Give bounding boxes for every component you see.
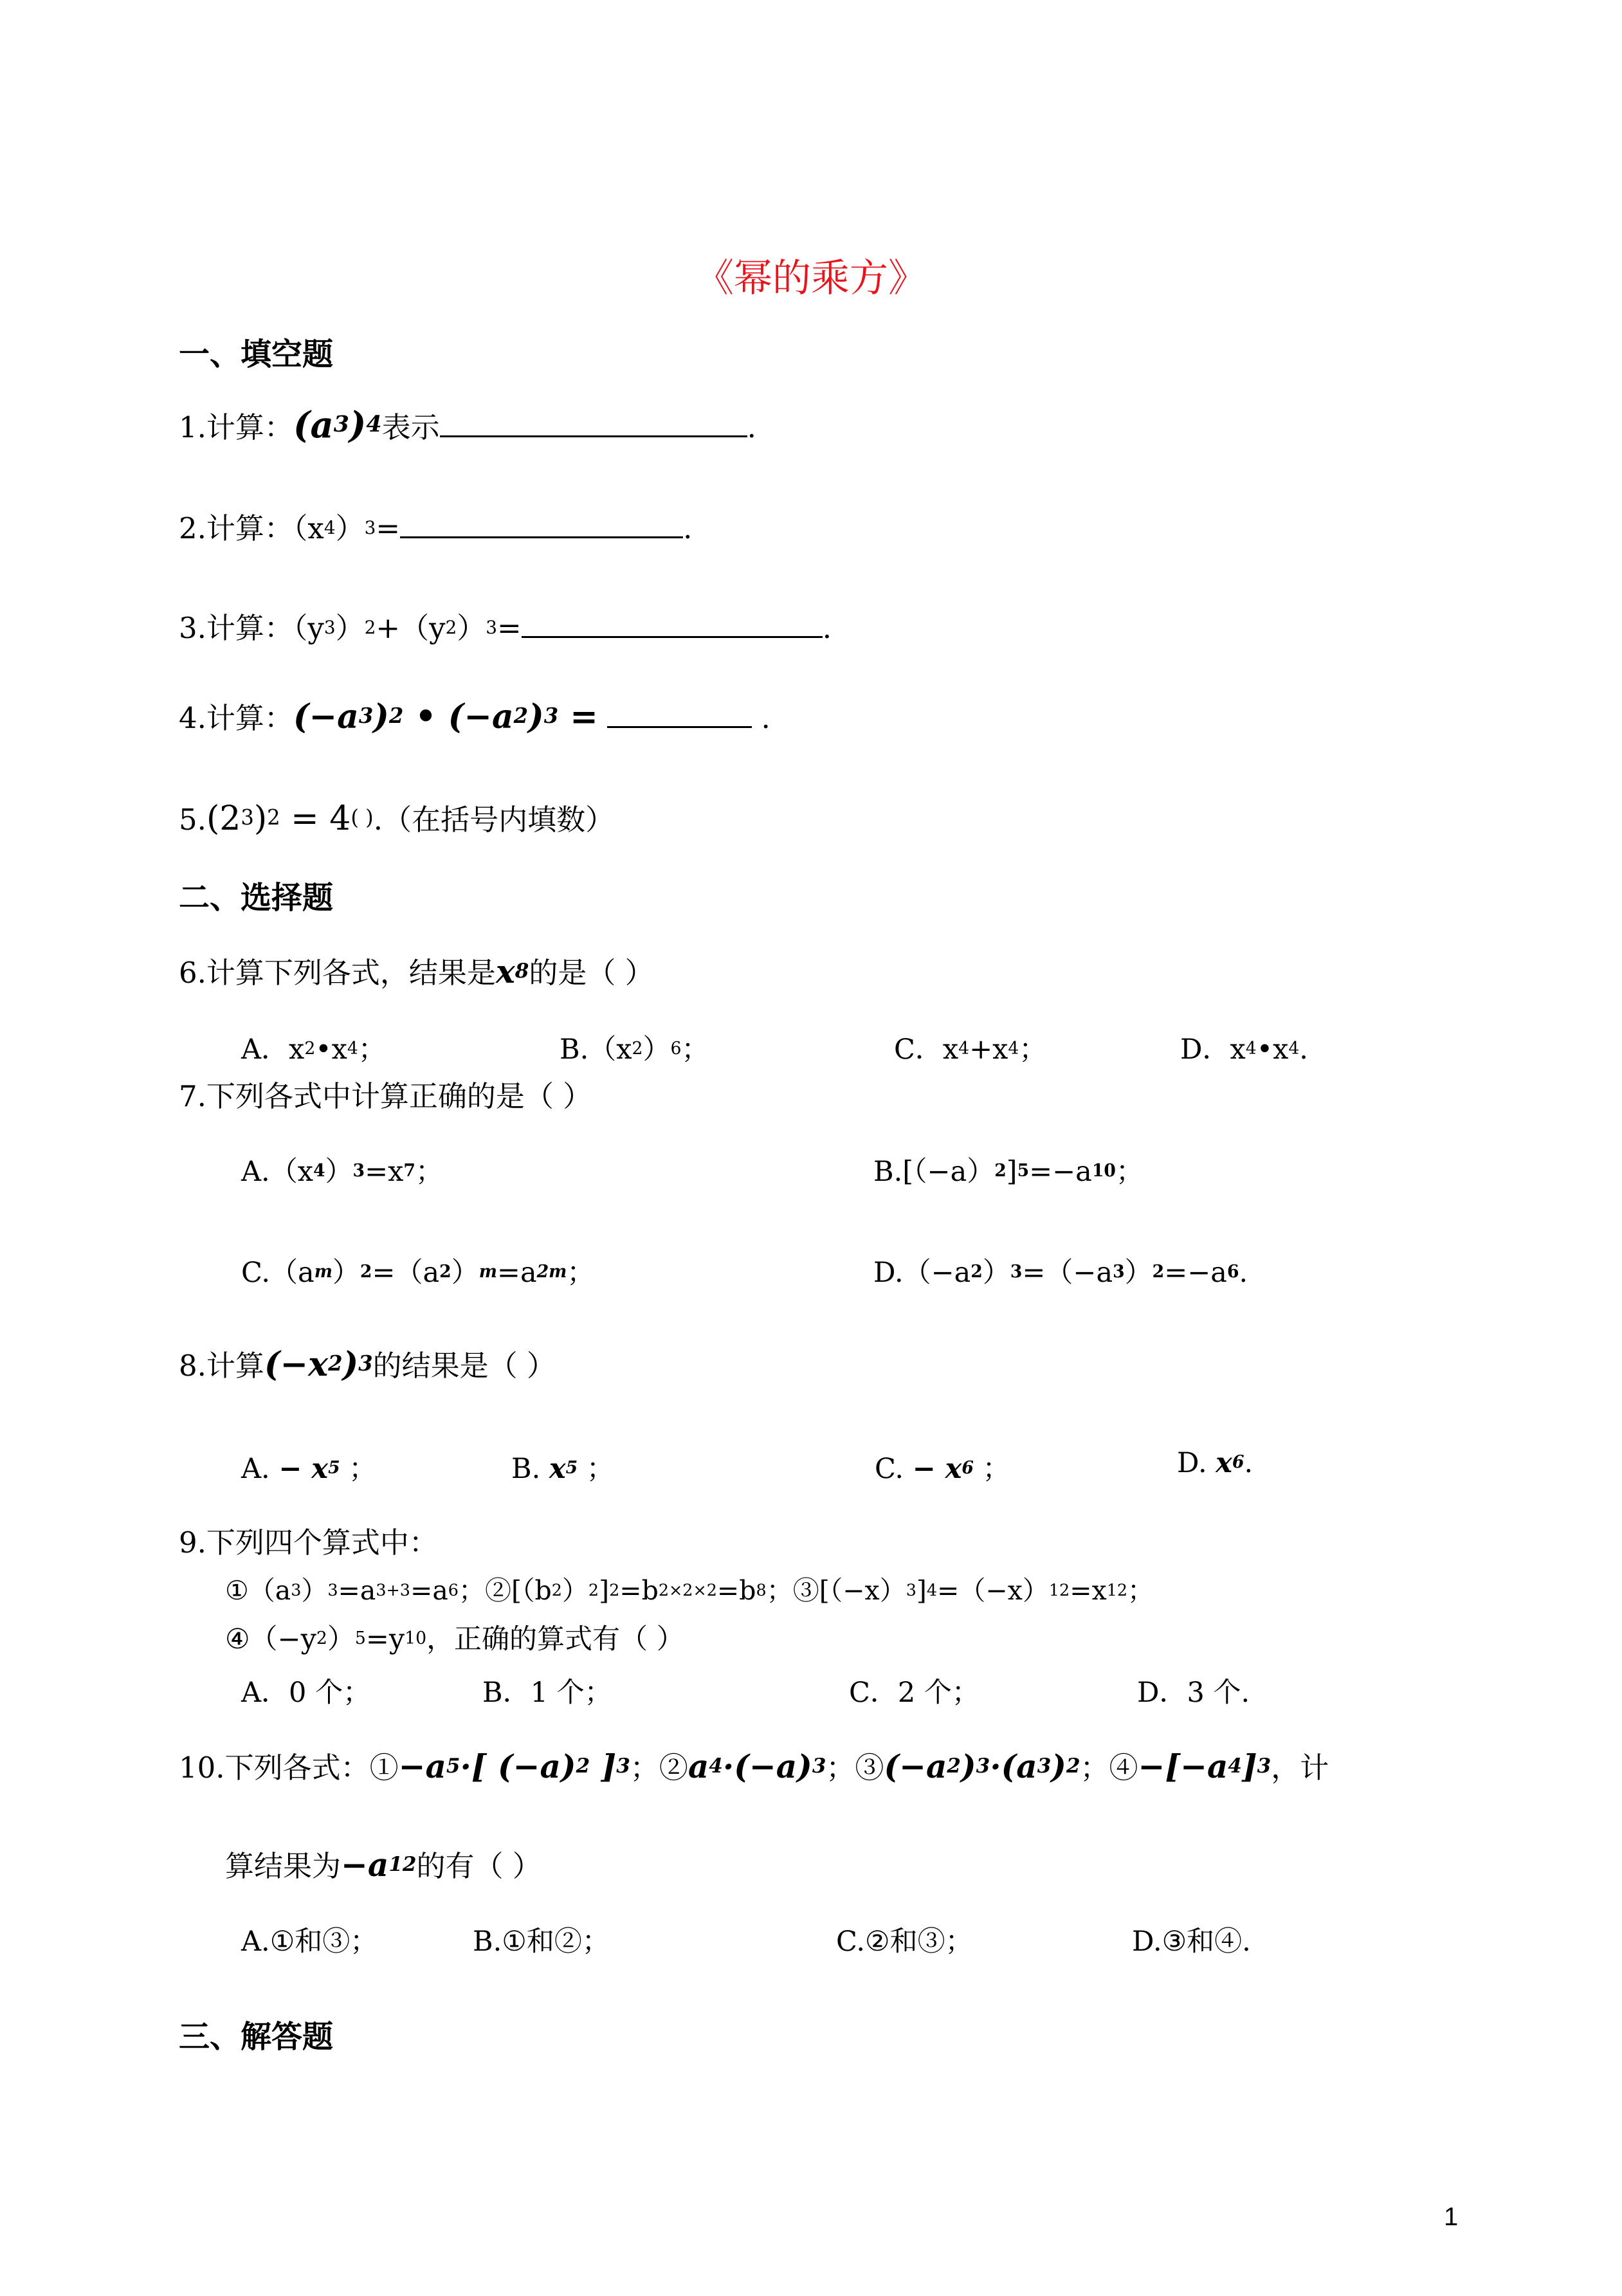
question-6: 6.计算下列各式，结果是$x^8$的是（ ） xyxy=(179,952,654,990)
answer-blank[interactable] xyxy=(607,702,752,728)
question-1: 1.计算：$(a^3)^4$表示 . xyxy=(179,404,756,446)
option-10b[interactable]: B.①和②； xyxy=(473,1926,610,1958)
option-7a[interactable]: $A.(x^4)^3=x^7$； xyxy=(241,1156,443,1188)
option-7d[interactable]: $D.(-a^2)^3=(-a^3)^2=-a^6$. xyxy=(873,1257,1248,1289)
option-10a[interactable]: A.①和③； xyxy=(241,1926,378,1958)
question-7: 7.下列各式中计算正确的是（ ） xyxy=(179,1079,592,1113)
question-10-line2: 算结果为$-a^{12}$的有（ ） xyxy=(225,1846,542,1884)
option-10c[interactable]: C.②和③； xyxy=(836,1926,973,1958)
question-4: 4.计算：$(-a^3)^2$ • $(-a^2)^3$ = . xyxy=(179,697,770,736)
option-8c[interactable]: C. − $x^6$ ； xyxy=(875,1453,1010,1485)
option-6c[interactable]: C．$x^4+x^4$； xyxy=(894,1034,1047,1066)
answer-blank[interactable] xyxy=(440,411,747,437)
question-9-statements-line1: $①(a^3)^3=a^{3+3}=a^6$；$②[(b^2)^2]^2=b^{2\times 2\times 2}=b^8$；$③[(-x)^3]^4=(-x)^{12}=x^{12}$； xyxy=(225,1575,1154,1606)
question-9: 9.下列四个算式中： xyxy=(179,1526,438,1560)
option-8a[interactable]: A. − $x^5$ ； xyxy=(241,1453,377,1485)
option-6b[interactable]: $B.(x^2)^6$； xyxy=(560,1034,709,1066)
section-heading-fill: 一、填空题 xyxy=(179,336,334,372)
option-6d[interactable]: D．$x^4•x^4$. xyxy=(1180,1034,1308,1066)
page-title: 《幂的乘方》 xyxy=(695,256,927,301)
option-9b[interactable]: B．1 个； xyxy=(482,1677,612,1709)
question-5: $5.(2^3)^2 = 4^{( )}$.（在括号内填数） xyxy=(179,799,615,838)
question-10: 10.下列各式：$①-a^5\cdot$[ $(-a)^2$ ]$^3$；$②a^4\cdot(-a)^3$；$③(-a^2)^3\cdot(a^3)^2$；$④-[-a^4]^3$，计 xyxy=(179,1747,1329,1785)
option-9c[interactable]: C．2 个； xyxy=(849,1677,980,1709)
question-9-statements-line2: $④(-y^2)^5=y^{10}$，正确的算式有（ ） xyxy=(225,1623,684,1655)
option-7b[interactable]: $B.[(-a)^2]^5=-a^{10}$； xyxy=(873,1156,1144,1188)
option-9a[interactable]: A．0 个； xyxy=(241,1677,371,1709)
question-2: 2.计算：$(x^4)^3=$ . xyxy=(179,511,693,545)
option-10d[interactable]: D.③和④. xyxy=(1132,1926,1251,1958)
page-number: 1 xyxy=(1444,2203,1459,2231)
answer-blank[interactable] xyxy=(400,512,683,538)
question-8: 8.计算$(-x^2)^3$的结果是（ ） xyxy=(179,1345,556,1384)
section-heading-choice: 二、选择题 xyxy=(179,880,334,916)
section-heading-answer: 三、解答题 xyxy=(179,2019,334,2055)
option-8b[interactable]: B. $x^5$ ； xyxy=(511,1453,614,1485)
option-6a[interactable]: A．$x^2•x^4$； xyxy=(241,1034,386,1066)
option-8d[interactable]: D. $x^6$. xyxy=(1177,1447,1253,1479)
option-7c[interactable]: $C.(a^m)^2=(a^2)^m=a^{2m}$； xyxy=(241,1257,595,1289)
option-9d[interactable]: D．3 个. xyxy=(1137,1677,1250,1709)
question-3: 3.计算：$(y^3)^2+(y^2)^3=$ . xyxy=(179,611,832,645)
answer-blank[interactable] xyxy=(522,612,823,638)
